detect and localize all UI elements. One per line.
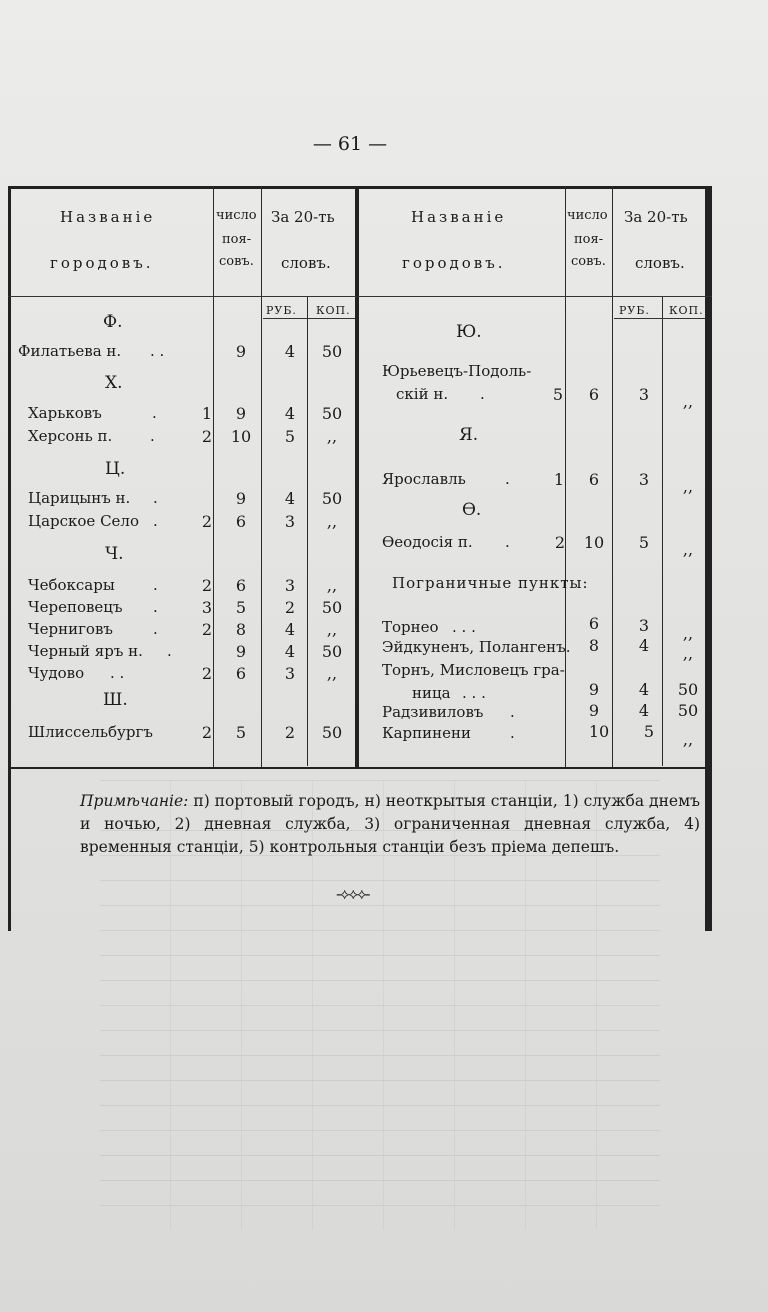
kop-value: 50 [321,598,343,617]
header-price-title: За 20-ть [271,208,335,226]
kop-value: ,, [326,620,338,639]
zones-value: 8 [235,620,247,639]
rub-value: 3 [284,512,296,531]
leader-dots: . [505,533,510,551]
header-rule [8,296,712,297]
rub-label: РУБ. [266,304,297,317]
city-name: Царицынъ н. [28,489,131,507]
zones-value: 6 [588,385,600,404]
city-name: Черниговъ [28,620,113,638]
city-name: Эйдкуненъ, Полангенъ. [382,638,571,656]
service-mark: 5 [552,385,564,404]
service-mark: 2 [201,723,213,742]
letter-heading: Ч. [105,544,124,564]
zones-value: 9 [235,642,247,661]
rub-value: 4 [638,701,650,720]
header-price-sub: словъ. [281,254,331,272]
header-price-title: За 20-ть [624,208,688,226]
rub-value: 4 [284,620,296,639]
rule [355,186,359,768]
kop-value: ,, [682,730,694,749]
service-mark: 1 [201,404,213,423]
kop-value: 50 [321,489,343,508]
letter-heading: Ю. [456,322,482,342]
rub-value: 2 [284,723,296,742]
table-bottom-rule [8,767,712,769]
kop-value: 50 [321,723,343,742]
header-name-sub: городовъ. [50,254,154,272]
service-mark: 1 [553,470,565,489]
rub-value: 3 [638,470,650,489]
ornament: -⟡⟡⟡- [336,884,369,903]
rub-value: 5 [284,427,296,446]
leader-dots: . . [150,342,165,360]
city-name: Ярославль [382,470,466,488]
city-name: Карпинени [382,724,472,742]
rub-value: 4 [284,489,296,508]
header-zones: совъ. [219,254,254,269]
rub-value: 4 [284,404,296,423]
section-heading: Пограничные пункты: [392,574,589,592]
rule [662,296,663,766]
kop-value: 50 [321,404,343,423]
header-zones: совъ. [571,254,606,269]
city-name: Филатьева н. [18,342,122,360]
rub-value: 4 [284,342,296,361]
service-mark: 2 [554,533,566,552]
rub-value: 3 [284,576,296,595]
leader-dots: . [505,470,510,488]
service-mark: 2 [201,512,213,531]
leader-dots: . . . [452,618,476,636]
kop-value: 50 [321,642,343,661]
header-zones: число [216,208,257,223]
zones-value: 10 [583,533,605,552]
leader-dots: . [510,724,515,742]
city-name: Херсонь п. [28,427,113,445]
leader-dots: . [153,620,158,638]
kop-value: ,, [682,392,694,411]
rub-value: 2 [284,598,296,617]
kop-value: ,, [682,644,694,663]
zones-value: 5 [235,598,247,617]
city-name: Чудово [28,664,85,682]
zones-value: 5 [235,723,247,742]
kop-value: 50 [321,342,343,361]
city-name: Чебоксары [28,576,115,594]
kop-value: 50 [677,701,699,720]
header-zones: число [567,208,608,223]
letter-heading: Ф. [103,312,123,332]
header-name-title: Названіе [60,208,156,226]
leader-dots: . [510,703,515,721]
leader-dots: . [153,598,158,616]
rub-value: 4 [284,642,296,661]
kop-value: ,, [326,576,338,595]
rub-value: 5 [638,533,650,552]
kop-value: ,, [682,624,694,643]
city-name: Ѳеодосія п. [382,533,473,551]
header-name-title: Названіе [411,208,507,226]
letter-heading: Х. [105,373,123,393]
kop-label: КОП. [669,304,704,317]
kop-value: ,, [682,540,694,559]
kop-value: ,, [326,512,338,531]
city-name-cont: ница [412,684,451,702]
zones-value: 9 [235,404,247,423]
footnote [80,790,700,859]
header-zones: поя- [574,232,604,247]
leader-dots: . [153,512,158,530]
leader-dots: . . [110,664,125,682]
zones-value: 9 [235,489,247,508]
leader-dots: . [152,404,157,422]
letter-heading: Ц. [105,459,126,479]
zones-value: 9 [588,680,600,699]
leader-dots: . [480,385,485,403]
leader-dots: . [153,576,158,594]
leader-dots: . . . [462,684,486,702]
leader-dots: . [150,427,155,445]
city-name: Торнео [382,618,439,636]
rub-value: 3 [638,616,650,635]
city-name: Шлиссельбургъ [28,723,153,741]
service-mark: 2 [201,576,213,595]
header-name-sub: городовъ. [402,254,506,272]
city-name: Черный яръ н. [28,642,143,660]
kop-value: ,, [682,477,694,496]
rub-value: 3 [638,385,650,404]
city-name: Череповецъ [28,598,123,616]
zones-value: 6 [235,576,247,595]
zones-value: 6 [588,614,600,633]
rule [261,186,262,768]
service-mark: 3 [201,598,213,617]
zones-value: 8 [588,636,600,655]
zones-value: 6 [235,512,247,531]
rub-value: 4 [638,680,650,699]
letter-heading: Ѳ. [462,500,482,520]
city-name: Торнъ, Мисловецъ гра- [382,661,565,679]
kop-value: ,, [326,664,338,683]
footnote-text: п) портовый городъ, н) неоткрытыя станціи, 1) служба днемъ и ночью, 2) дневная служба, 3) ограниченная дневная служба, 4) временныя станціи, 5) контрольныя станціи безъ пріема депешъ. [80,792,700,856]
kop-value: ,, [326,427,338,446]
rub-value: 3 [284,664,296,683]
kop-value: 50 [677,680,699,699]
zones-value: 6 [588,470,600,489]
rubkop-rule [263,318,355,319]
leader-dots: . [153,489,158,507]
city-name: Радзивиловъ [382,703,484,721]
footnote-label: Примѣчаніе: [80,792,189,810]
service-mark: 2 [201,620,213,639]
city-name-cont: скій н. [396,385,449,403]
rub-value: 4 [638,636,650,655]
leader-dots: . [167,642,172,660]
header-zones: поя- [222,232,252,247]
rub-value: 5 [643,722,655,741]
letter-heading: Ш. [103,690,128,710]
city-name: Харьковъ [28,404,102,422]
zones-value: 9 [588,701,600,720]
letter-heading: Я. [459,425,479,445]
rule [612,186,613,768]
zones-value: 10 [588,722,610,741]
city-name: Царское Село [28,512,139,530]
kop-label: КОП. [316,304,351,317]
service-mark: 2 [201,427,213,446]
service-mark: 2 [201,664,213,683]
zones-value: 10 [230,427,252,446]
page-number: — 61 — [312,133,388,155]
rule [307,296,308,766]
header-price-sub: словъ. [635,254,685,272]
rub-label: РУБ. [619,304,650,317]
zones-value: 6 [235,664,247,683]
city-name: Юрьевецъ-Подоль- [382,362,532,380]
rubkop-rule [614,318,706,319]
zones-value: 9 [235,342,247,361]
